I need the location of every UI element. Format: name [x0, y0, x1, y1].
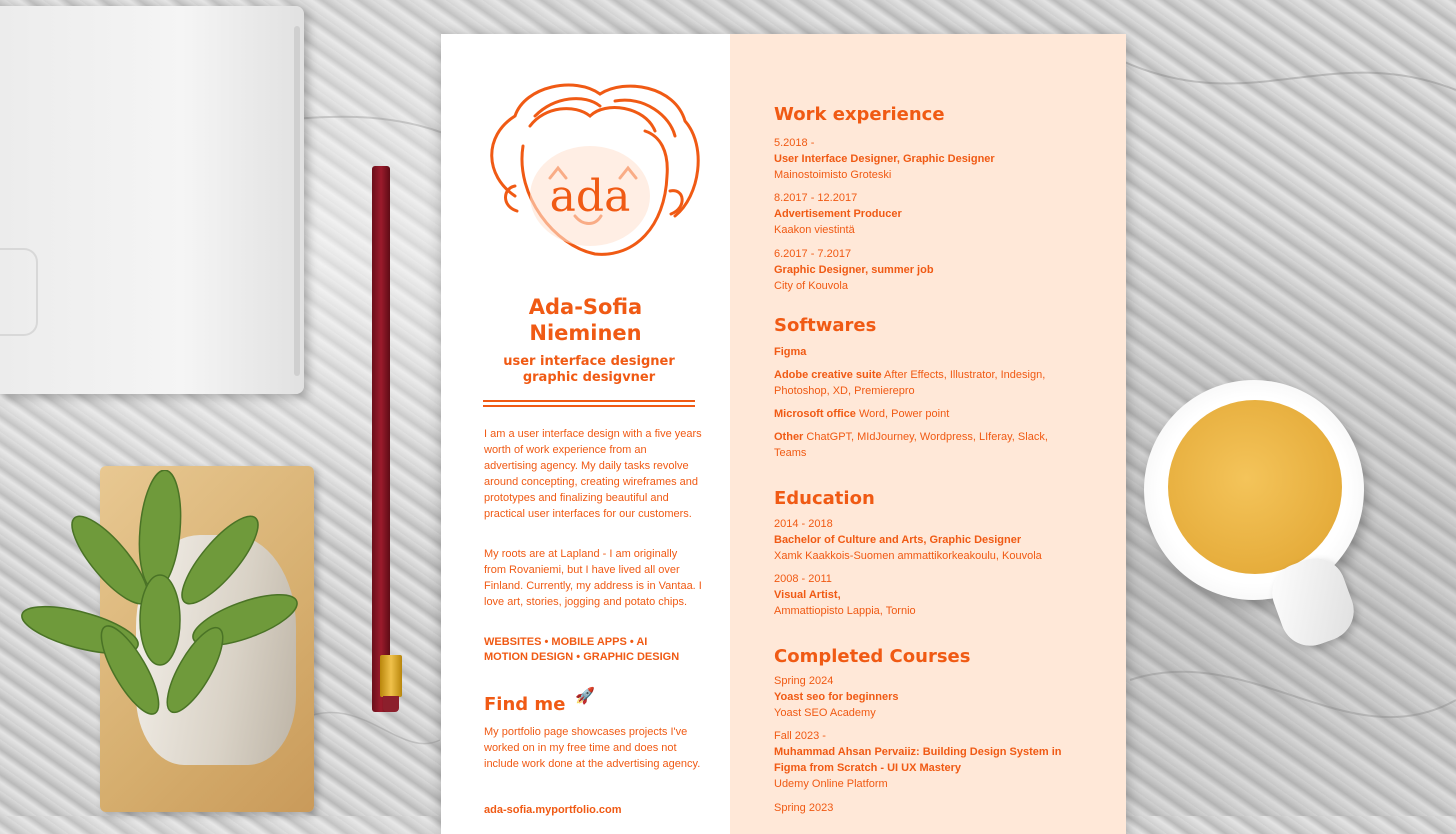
work-dates: 6.2017 - 7.2017	[774, 248, 852, 260]
education-dates: 2008 - 2011	[774, 573, 832, 585]
name-line-2: Nieminen	[529, 321, 642, 345]
skills-line-1: WEBSITES • MOBILE APPS • AI	[484, 636, 648, 648]
education-school: Xamk Kaakkois-Suomen ammattikorkeakoulu, Kouvola	[774, 550, 1042, 562]
work-dates: 8.2017 - 12.2017	[774, 192, 858, 204]
software-text: After Effects, Illustrator, Indesign, Photoshop, XD, Premierepro	[774, 369, 1046, 397]
software-item	[774, 367, 1074, 399]
pencil-ferrule	[380, 655, 402, 697]
work-place: Kaakon viestintä	[774, 224, 855, 236]
education-school: Ammattiopisto Lappia, Tornio	[774, 605, 916, 617]
education-entry	[774, 516, 1104, 564]
education-degree: Visual Artist,	[774, 589, 841, 601]
software-label: Microsoft office	[774, 408, 856, 420]
completed-courses-heading: Completed Courses	[774, 646, 971, 667]
laptop-notch	[0, 248, 38, 336]
education-entry	[774, 571, 1104, 619]
intro-paragraph: I am a user interface design with a five years worth of work experience from an advertising agency. My daily tasks revolve around concepting, creating wireframes and prototypes and finalizing beautiful and practical user interfaces for our customers.	[484, 428, 702, 520]
portfolio-link[interactable]: ada-sofia.myportfolio.com	[484, 804, 622, 816]
laptop	[0, 6, 304, 394]
skills-line-2: MOTION DESIGN • GRAPHIC DESIGN	[484, 651, 680, 663]
rocket-icon: 🚀	[575, 688, 595, 705]
course-name: Muhammad Ahsan Pervaiiz: Building Design System in Figma from Scratch - UI UX Mastery	[774, 746, 1062, 774]
course-dates: Spring 2023	[774, 802, 834, 814]
role-line-1: user interface designer	[503, 354, 675, 369]
software-text: ChatGPT, MIdJourney, Wordpress, LIferay, Slack, Teams	[774, 431, 1048, 459]
find-me-heading: Find me	[484, 694, 566, 715]
work-role: User Interface Designer, Graphic Designer	[774, 153, 995, 165]
pencil	[372, 166, 390, 712]
education-degree: Bachelor of Culture and Arts, Graphic Designer	[774, 534, 1022, 546]
software-label: Figma	[774, 346, 807, 358]
education-dates: 2014 - 2018	[774, 518, 833, 530]
course-provider: Yoast SEO Academy	[774, 707, 876, 719]
course-provider: Udemy Online Platform	[774, 778, 888, 790]
course-entry	[774, 800, 1104, 816]
software-label: Other	[774, 431, 804, 443]
avatar-logo-text: ada	[549, 171, 631, 222]
pencil-eraser	[383, 696, 399, 712]
work-role: Graphic Designer, summer job	[774, 264, 934, 276]
work-role: Advertisement Producer	[774, 208, 902, 220]
name-line-1: Ada-Sofia	[528, 295, 643, 319]
roots-paragraph: My roots are at Lapland - I am originally from Rovaniemi, but I have lived all over Finland. Currently, my address is in Vantaa. I love art, stories, jogging and potato chips.	[484, 548, 702, 608]
work-entry	[774, 246, 1104, 294]
work-entry	[774, 190, 1104, 238]
software-label: Adobe creative suite	[774, 369, 882, 381]
software-item	[774, 344, 1104, 360]
course-entry	[774, 673, 1104, 721]
course-dates: Spring 2024	[774, 675, 834, 687]
work-place: City of Kouvola	[774, 280, 848, 292]
work-experience-heading: Work experience	[774, 104, 945, 125]
software-item	[774, 429, 1074, 461]
find-me-text: My portfolio page showcases projects I've worked on in my free time and does not include work done at the advertising agency.	[484, 726, 701, 770]
softwares-heading: Softwares	[774, 315, 877, 336]
software-item	[774, 406, 1104, 422]
education-heading: Education	[774, 488, 875, 509]
software-text: Word, Power point	[855, 408, 950, 420]
work-place: Mainostoimisto Groteski	[774, 169, 892, 181]
course-name: Yoast seo for beginners	[774, 691, 899, 703]
course-entry	[774, 728, 1074, 792]
work-entry	[774, 135, 1104, 183]
course-dates: Fall 2023 -	[774, 730, 826, 742]
succulent-plant	[20, 470, 300, 730]
work-dates: 5.2018 -	[774, 137, 815, 149]
role-line-2: graphic desigvner	[522, 370, 656, 385]
laptop-edge	[294, 26, 300, 376]
resume-right-content	[441, 34, 1126, 816]
tea-surface	[1168, 400, 1342, 574]
